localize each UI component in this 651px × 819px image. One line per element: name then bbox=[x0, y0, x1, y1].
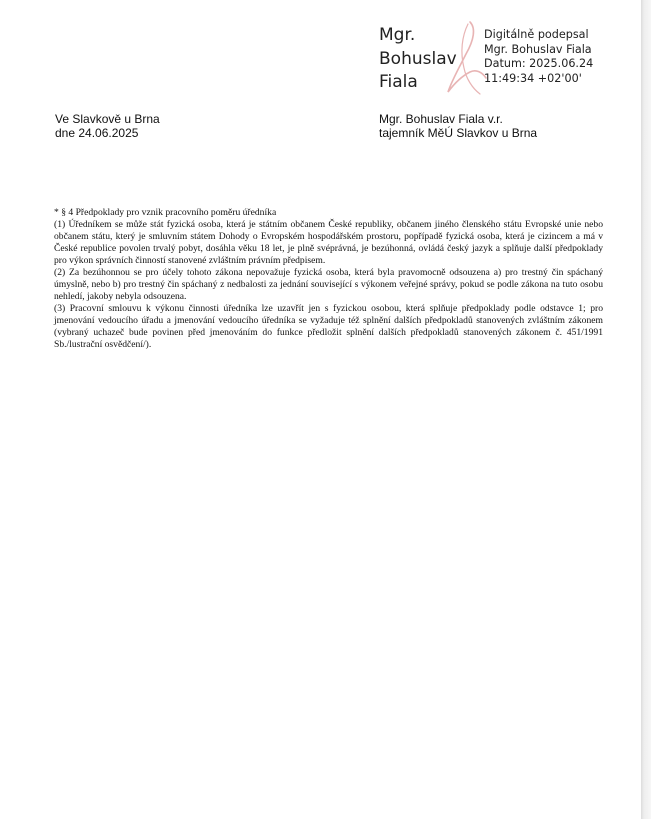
signature-name-line-1: Mgr. bbox=[379, 25, 416, 45]
signature-detail-line-2: Mgr. Bohuslav Fiala bbox=[484, 42, 592, 56]
footnote-heading: * § 4 Předpoklady pro vznik pracovního poměru úředníka bbox=[54, 207, 277, 218]
footnote-paragraph-1: (1) Úředníkem se může stát fyzická osoba, která je státním občanem České republiky, občanem jiného členského státu Evropské unie nebo občanem státu, který je smluvním státem Dohody o Evropském hospodářském prostoru, popřípadě fyzická osoba, která je cizincem a má v České republice povolen trvalý pobyt, dosáhla věku 18 let, je plně svéprávná, je bezúhonná, ovládá český jazyk a splňuje další předpoklady pro výkon správních činností stanovené zvláštním právním předpisem. bbox=[54, 219, 603, 266]
signature-details bbox=[484, 28, 593, 86]
place-date-block bbox=[55, 113, 160, 140]
footnote bbox=[54, 207, 603, 351]
signature-mark-icon bbox=[440, 18, 490, 98]
signer-name: Mgr. Bohuslav Fiala v.r. bbox=[379, 112, 503, 126]
signature-name-line-3: Fiala bbox=[379, 72, 418, 92]
signature-detail-line-3: Datum: 2025.06.24 bbox=[484, 57, 594, 71]
signature-detail-line-4: 11:49:34 +02'00' bbox=[484, 71, 582, 85]
footnote-paragraph-2: (2) Za bezúhonnou se pro účely tohoto zákona nepovažuje fyzická osoba, která byla pravomocně odsouzena a) pro trestný čin spáchaný úmyslně, nebo b) pro trestný čin spáchaný z nedbalosti za jednání související s výkonem veřejné správy, pokud se podle zákona na tuto osobu nehledí, jakoby nebyla odsouzena. bbox=[54, 267, 603, 302]
signature-name-line-2: Bohuslav bbox=[379, 48, 457, 69]
signature-detail-line-1: Digitálně podepsal bbox=[484, 28, 589, 41]
place-line: Ve Slavkově u Brna bbox=[55, 112, 160, 126]
signer-title: tajemník MěÚ Slavkov u Brna bbox=[379, 125, 538, 140]
page-edge-shadow bbox=[641, 0, 651, 819]
date-line: dne 24.06.2025 bbox=[55, 125, 139, 140]
signer-block bbox=[379, 113, 537, 140]
footnote-paragraph-3: (3) Pracovní smlouvu k výkonu činnosti úředníka lze uzavřít jen s fyzickou osobou, která splňuje předpoklady podle odstavce 1; pro jmenování vedoucího úřadu a jmenování vedoucího úředníka se vyžaduje též splnění dalších předpokladů stanovených zvláštním zákonem (vybraný uchazeč bude povinen před jmenováním do funkce předložit splnění dalších předpokladů stanovených zákonem č. 451/1991 Sb./lustrační osvědčení/). bbox=[54, 303, 603, 350]
